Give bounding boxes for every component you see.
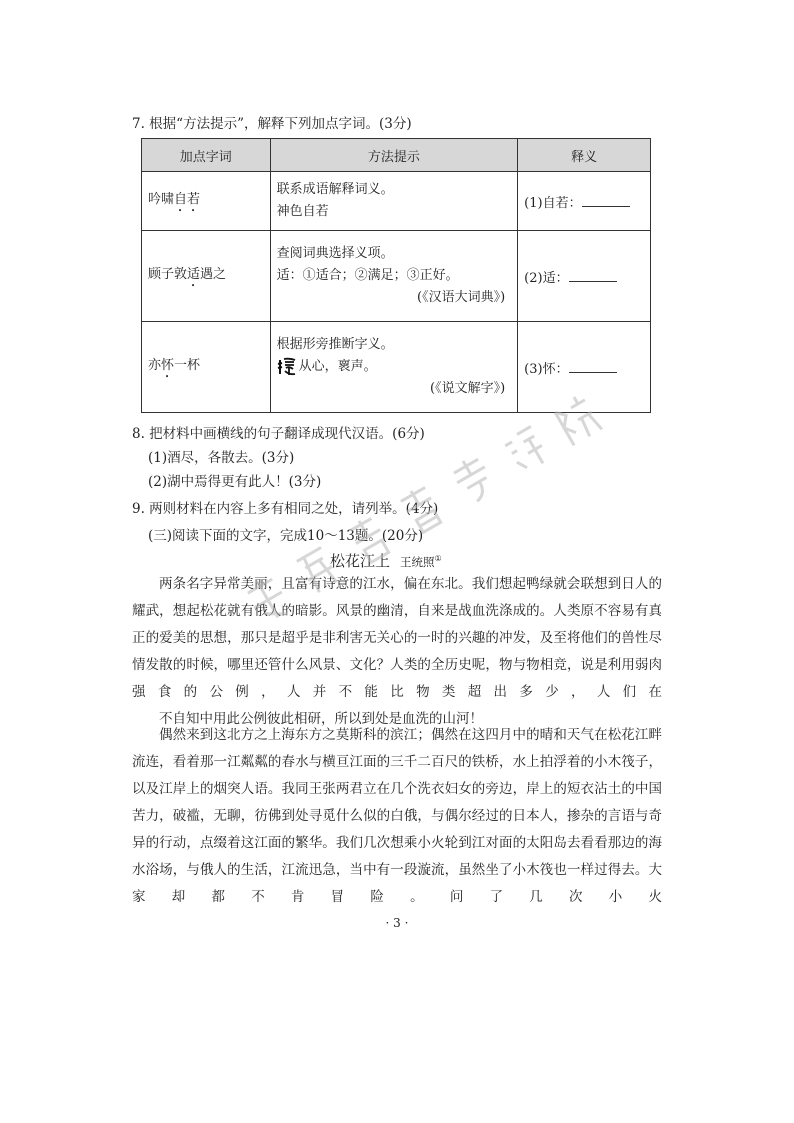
table-header-row	[142, 139, 651, 172]
article-title-line	[330, 550, 442, 571]
q8-item: (2)湖中焉得更有此人！(3分)	[148, 474, 322, 490]
method-table	[141, 138, 651, 413]
answer-cell[interactable]: (1)自若：	[518, 172, 651, 231]
q9-title: 9. 两则材料在内容上多有相同之处，请列举。(4分)	[132, 501, 439, 517]
word-cell: 亦怀一杯	[142, 322, 271, 413]
source-citation: (《汉语大词典》)	[417, 290, 506, 305]
answer-cell[interactable]: (2)适：	[518, 231, 651, 322]
header-hint: 方法提示	[270, 139, 518, 172]
section-title: (三)阅读下面的文字，完成10～13题。(20分)	[148, 528, 424, 544]
article-title: 松花江上	[330, 552, 391, 570]
header-meaning: 释义	[518, 139, 651, 172]
answer-cell[interactable]: (3)怀：	[518, 322, 651, 413]
answer-blank	[569, 360, 617, 373]
article-author: 王统照①	[400, 554, 442, 569]
page-number: · 3 ·	[385, 916, 409, 930]
article-paragraph: 两条名字异常美丽，且富有诗意的江水，偏在东北。我们想起鸭绿就会联想到日人的耀武，想起松花就有俄人的暗影。风景的幽清，自来是战血洗涤成的。人类原不容易有真正的爱美的思想，那只是超乎是非利害无关心的一时的兴趣的冲发，及至将他们的兽性尽情发散的时候，哪里还管什么风景、文化？人类的全历史呢，物与物相竞，说是利用弱肉强食的公例，人并不能比物类超出多少，人们在 不自知中用此公例彼此相研，所以到处是血洗的山河！	[132, 576, 662, 727]
seal-script-huai-icon	[277, 357, 297, 377]
hint-cell: 联系成语解释词义。 神色自若	[270, 172, 518, 231]
q8-item: (1)酒尽，各散去。(3分)	[148, 450, 295, 466]
answer-blank	[569, 269, 617, 282]
answer-blank	[582, 194, 630, 207]
table-row	[142, 322, 651, 413]
hint-cell: 查阅词典选择义项。 适：①适合；②满足；③正好。 (《汉语大词典》)	[270, 231, 518, 322]
hint-cell: 根据形旁推断字义。 从心，褱声。 (《说文解字》)	[270, 322, 518, 413]
article-paragraph: 偶然来到这北方之上海东方之莫斯科的滨江；偶然在这四月中的晴和天气在松花江畔流连，看着那一江粼粼的春水与横亘江面的三千二百尺的铁桥，水上拍浮着的小木筏子，以及江岸上的烟突人语。我同王张两君立在几个洗衣妇女的旁边，岸上的短衣沾土的中国苦力，破褴，无聊，彷佛到处寻觅什么似的白俄，与偶尔经过的日本人，掺杂的言语与奇异的行动，点缀着这江面的繁华。我们几次想乘小火轮到江对面的太阳岛去看看那边的海水浴场，与俄人的生活，江流迅急，当中有一段漩流，虽然坐了小木筏也一样过得去。大家却都不肯冒险。问了几次小火	[132, 727, 662, 905]
table-row	[142, 231, 651, 322]
word-cell: 顾子敦适遇之	[142, 231, 271, 322]
q8-title: 8. 把材料中画横线的句子翻译成现代汉语。(6分)	[132, 426, 425, 442]
table-row	[142, 172, 651, 231]
q7-title: 7. 根据“方法提示”，解释下列加点字词。(3分)	[132, 116, 412, 132]
header-word: 加点字词	[142, 139, 271, 172]
source-citation: (《说文解字》)	[430, 381, 506, 396]
word-cell: 吟啸自若	[142, 172, 271, 231]
